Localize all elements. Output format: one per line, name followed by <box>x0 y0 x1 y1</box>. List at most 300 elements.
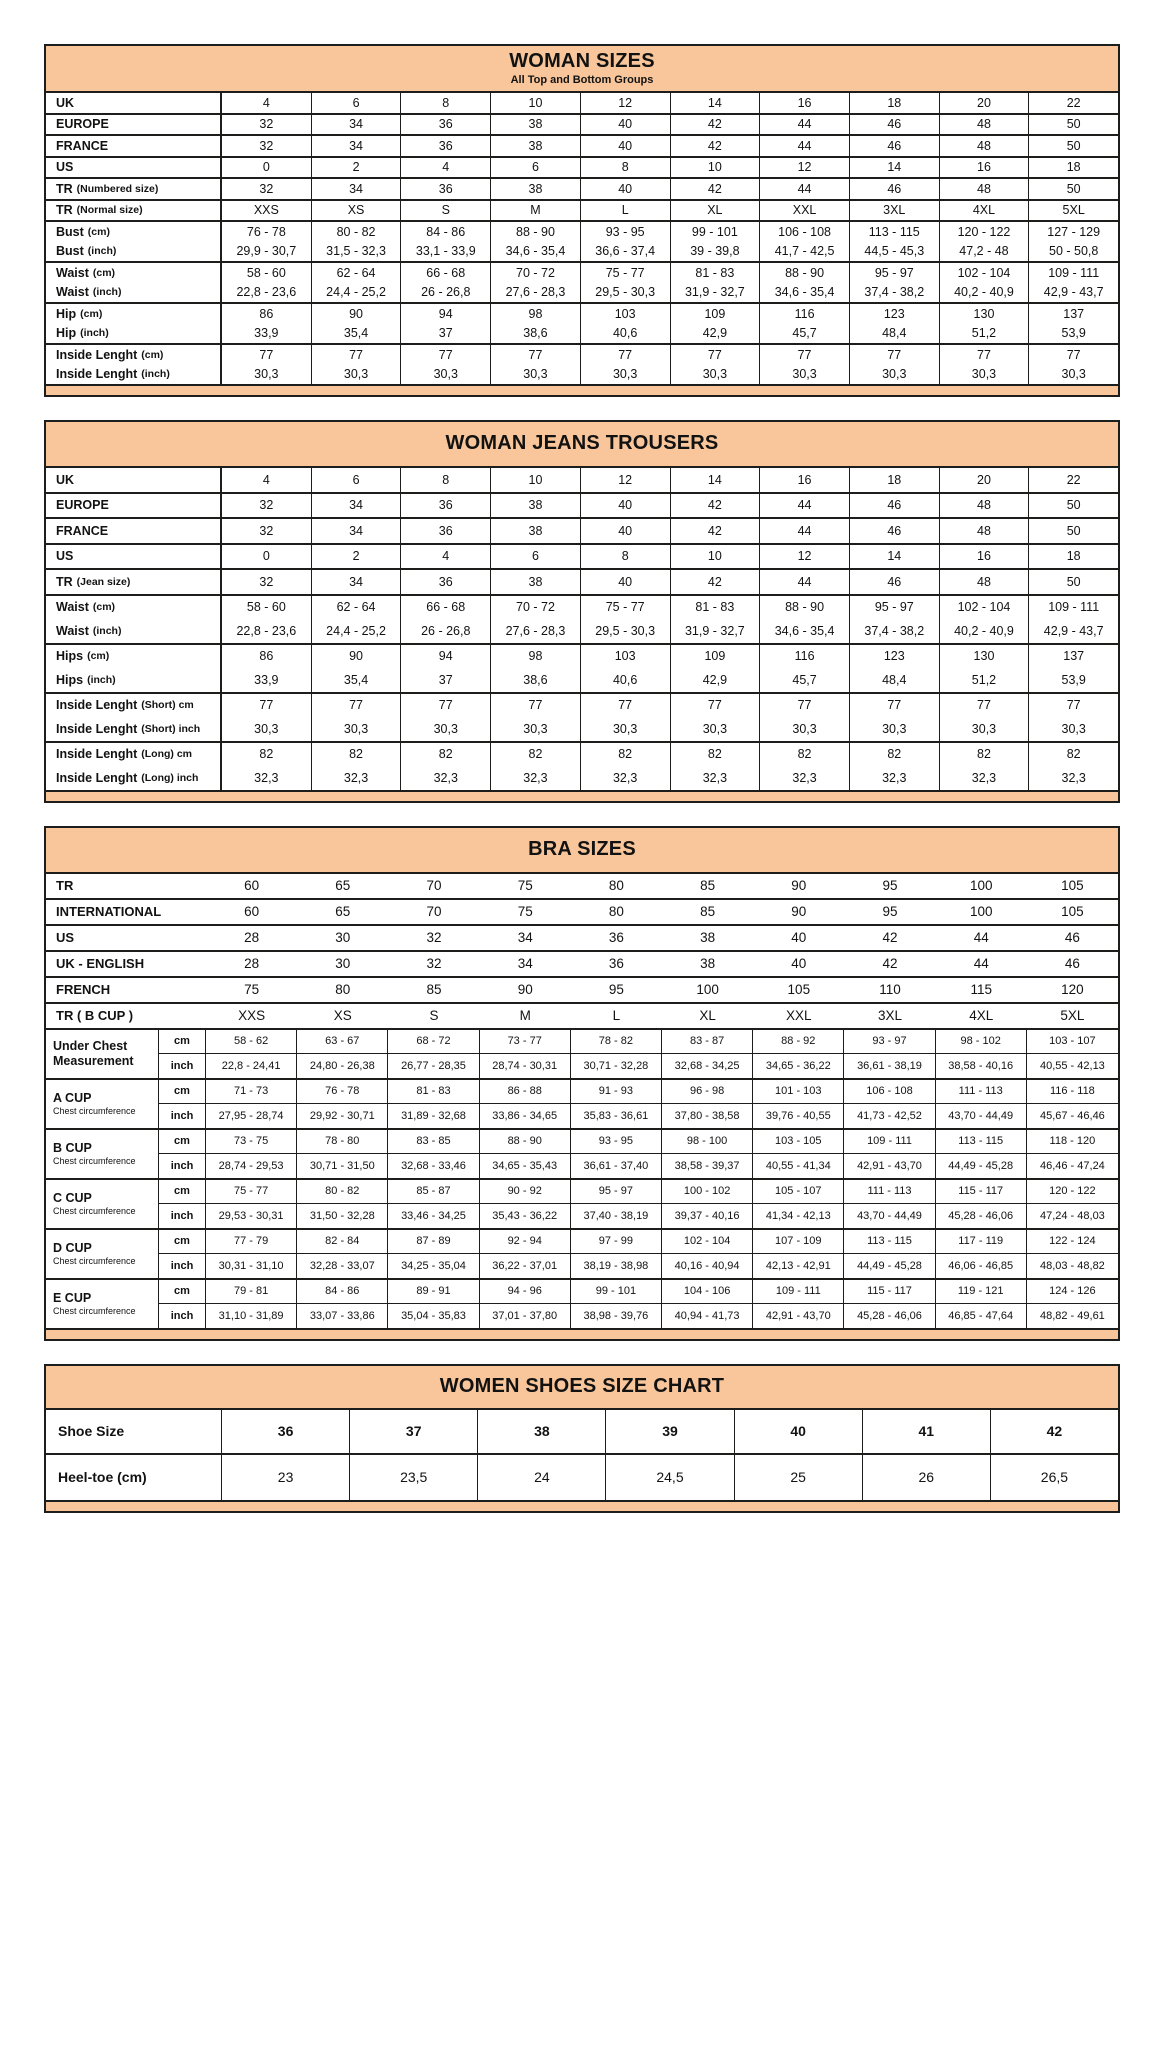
cell-value: 77 <box>940 694 1030 718</box>
cell-value: 82 <box>760 743 850 767</box>
cell-value: 32 <box>222 494 312 518</box>
cell-value: 93 - 95 <box>571 1130 662 1154</box>
cell-value: 40 <box>581 136 671 156</box>
cell-value: 48 <box>940 494 1030 518</box>
cell-value: 24 <box>478 1455 606 1500</box>
cell-value: 130 <box>940 645 1030 669</box>
table-row <box>46 668 1118 692</box>
cell-value: 12 <box>760 158 850 178</box>
cell-value: XS <box>312 201 402 221</box>
cell-value: 113 - 115 <box>936 1130 1027 1154</box>
cell-value: 94 - 96 <box>480 1280 571 1304</box>
row-label-text: EUROPE <box>56 117 109 132</box>
cell-value: 75 - 77 <box>206 1180 297 1204</box>
cell-value: 50 <box>1066 523 1081 538</box>
cell-value: 97 - 99 <box>571 1230 662 1254</box>
cell-value: 120 - 122 <box>940 222 1030 242</box>
cell-value: XXS <box>222 201 312 221</box>
cell-value: 123 <box>850 645 940 669</box>
cell-value: 82 - 84 <box>297 1230 388 1254</box>
cell-value: 34,6 - 35,4 <box>760 283 850 303</box>
row-label-text: EUROPE <box>56 498 109 513</box>
cell-value: 18 <box>850 468 940 492</box>
cell-value: 111 - 113 <box>844 1180 935 1204</box>
cell-value: 102 - 104 <box>940 596 1030 620</box>
cell-value: 42,9 <box>671 324 761 344</box>
cell-value: 37 <box>401 668 491 692</box>
cell-value: 34,25 - 35,04 <box>388 1254 479 1278</box>
cell-value: XXL <box>786 1008 812 1023</box>
cell-value: 130 <box>940 304 1030 324</box>
cell-value: 37,4 - 38,2 <box>850 283 940 303</box>
cell-value: 30,3 <box>581 717 671 741</box>
table-row <box>46 201 1118 221</box>
cell-value: 105 <box>1061 878 1084 893</box>
cell-value: 41,7 - 42,5 <box>760 242 850 262</box>
cell-value: 77 <box>581 694 671 718</box>
cell-value: 40 <box>791 956 807 971</box>
cell-value: 86 - 88 <box>480 1080 571 1104</box>
cell-value: 93 - 95 <box>581 222 671 242</box>
row-label <box>46 668 222 692</box>
cell-value: 29,5 - 30,3 <box>581 283 671 303</box>
cell-value: 32,3 <box>312 766 402 790</box>
cell-value: 75 - 77 <box>581 596 671 620</box>
row-label-text: Bust <box>56 244 84 259</box>
unit-label-cm: cm <box>159 1130 206 1154</box>
cell-value: 16 <box>940 158 1030 178</box>
cell-value: 36 <box>401 570 491 594</box>
cell-value: 5XL <box>1060 1008 1085 1023</box>
cell-value: 48 <box>940 179 1030 199</box>
cell-value: 36 <box>608 930 624 945</box>
row-label-note: (Long) cm <box>141 748 192 761</box>
table-row <box>46 468 1118 492</box>
cell-value: 4 <box>401 158 491 178</box>
cell-value: 30 <box>335 930 351 945</box>
cell-value: 98 <box>491 645 581 669</box>
bra-sizes-table <box>44 826 1120 1341</box>
table-subtitle: All Top and Bottom Groups <box>510 74 654 86</box>
cell-value: 40,6 <box>581 668 671 692</box>
row-label: TR ( B CUP ) <box>56 1008 134 1023</box>
cell-value: 37,80 - 38,58 <box>662 1104 753 1128</box>
cell-value: 58 - 60 <box>222 596 312 620</box>
row-label-text: Inside Lenght <box>56 698 138 713</box>
cup-name: D CUP <box>53 1240 92 1255</box>
cell-value: 33,46 - 34,25 <box>388 1204 479 1228</box>
unit-label-inch: inch <box>159 1304 206 1328</box>
cell-value: 71 - 73 <box>206 1080 297 1104</box>
cell-value: L <box>612 1008 621 1023</box>
cell-value: 82 <box>671 743 761 767</box>
woman-sizes-table <box>44 44 1120 397</box>
cell-value: 23,5 <box>350 1455 478 1500</box>
cell-value: 94 <box>401 304 491 324</box>
cell-value: 8 <box>401 93 491 113</box>
cell-value: 12 <box>760 545 850 569</box>
cell-value: 48,82 - 49,61 <box>1039 1309 1105 1322</box>
cell-value: 50 - 50,8 <box>1049 244 1099 259</box>
cell-value: 86 <box>222 304 312 324</box>
cell-value: 119 - 121 <box>936 1280 1027 1304</box>
row-label-text: Waist <box>56 623 89 638</box>
cup-subtitle: Chest circumference <box>53 1106 136 1117</box>
footer-strip <box>46 384 1118 395</box>
cell-value: 38 <box>491 179 581 199</box>
cell-value: 27,95 - 28,74 <box>206 1104 297 1128</box>
cell-value: 44,49 - 45,28 <box>936 1154 1027 1178</box>
cell-value: 77 <box>671 345 761 365</box>
cell-value: 98 - 102 <box>936 1030 1027 1054</box>
cell-value: 46 <box>850 494 940 518</box>
row-label <box>46 494 222 518</box>
row-label-text: Inside Lenght <box>56 721 138 736</box>
cell-value: 43,70 - 44,49 <box>936 1104 1027 1128</box>
cell-value: 38,19 - 38,98 <box>571 1254 662 1278</box>
cell-value: 116 <box>760 304 850 324</box>
cell-value: 90 <box>791 904 807 919</box>
row-label <box>46 619 222 643</box>
cell-value: 100 <box>696 982 719 997</box>
row-label-note: (Jean size) <box>76 575 131 588</box>
unit-label-inch: inch <box>159 1204 206 1228</box>
cell-value: 90 <box>517 982 533 997</box>
cell-value: 40,16 - 40,94 <box>662 1254 753 1278</box>
cell-value: 84 - 86 <box>401 222 491 242</box>
row-label-text: Inside Lenght <box>56 770 138 785</box>
cell-value: 30,3 <box>940 717 1030 741</box>
cell-value: 38,58 - 39,37 <box>662 1154 753 1178</box>
cell-value: 46,46 - 47,24 <box>1039 1159 1105 1172</box>
cell-value: 36 <box>401 519 491 543</box>
cell-value: 46 <box>1064 956 1080 971</box>
cell-value: 30,31 - 31,10 <box>206 1254 297 1278</box>
row-label-text: Inside Lenght <box>56 747 138 762</box>
cell-value: 103 - 105 <box>753 1130 844 1154</box>
cell-value: 40 <box>581 179 671 199</box>
cell-value: 44 <box>760 115 850 135</box>
cell-value: 48,4 <box>850 324 940 344</box>
row-group <box>46 468 1118 494</box>
cell-value: 30,3 <box>581 365 671 385</box>
cell-value: 115 - 117 <box>936 1180 1027 1204</box>
cell-value: 113 - 115 <box>844 1230 935 1254</box>
cell-value: 31,9 - 32,7 <box>671 283 761 303</box>
footer-strip <box>46 790 1118 801</box>
row-label-note: (inch) <box>87 673 116 686</box>
cell-value: 0 <box>222 158 312 178</box>
cell-value: 75 <box>517 878 533 893</box>
cell-value: 3XL <box>850 201 940 221</box>
cell-value: 76 - 78 <box>297 1080 388 1104</box>
row-group <box>46 222 1118 263</box>
cell-value: 4 <box>401 545 491 569</box>
row-label: UK - ENGLISH <box>56 956 145 971</box>
table-row <box>46 978 1118 1004</box>
cell-value: 44,49 - 45,28 <box>844 1254 935 1278</box>
cell-value: 109 - 111 <box>1048 600 1100 615</box>
cell-value: 105 <box>787 982 811 997</box>
cell-value: 34 <box>312 115 402 135</box>
cell-value: 36 <box>401 179 491 199</box>
row-label-note: (cm) <box>80 307 103 320</box>
cell-value: 36,6 - 37,4 <box>581 242 671 262</box>
table-title: BRA SIZES <box>528 837 636 860</box>
cell-value: 98 <box>491 304 581 324</box>
cell-value: 18 <box>1066 160 1081 175</box>
cell-value: 30,71 - 32,28 <box>571 1054 662 1078</box>
cell-value: M <box>491 201 581 221</box>
cell-value: 14 <box>850 545 940 569</box>
cell-value: 120 - 122 <box>1027 1180 1118 1204</box>
cell-value: 20 <box>940 93 1030 113</box>
cell-value: 42 <box>671 494 761 518</box>
cell-value: 31,10 - 31,89 <box>206 1304 297 1328</box>
cell-value: 109 - 111 <box>753 1280 844 1304</box>
cell-value: 37,01 - 37,80 <box>480 1304 571 1328</box>
cell-value: 77 <box>491 694 581 718</box>
row-label <box>46 283 222 303</box>
cell-value: 42 <box>882 930 898 945</box>
cell-value: 85 <box>426 982 442 997</box>
cell-value: 40,55 - 41,34 <box>753 1154 844 1178</box>
cell-value: 39 - 39,8 <box>671 242 761 262</box>
row-label-note: (inch) <box>92 286 122 299</box>
cell-value: 38 <box>700 930 716 945</box>
cell-value: 34,65 - 36,22 <box>753 1054 844 1078</box>
cell-value: 27,6 - 28,3 <box>491 619 581 643</box>
cell-value: 32 <box>426 956 442 971</box>
cell-value: 83 - 85 <box>388 1130 479 1154</box>
cup-subtitle: Chest circumference <box>53 1156 136 1167</box>
unit-label-inch: inch <box>159 1054 206 1078</box>
cell-value: 24,4 - 25,2 <box>312 619 402 643</box>
cell-value: 90 <box>312 645 402 669</box>
cell-value: 100 <box>969 904 993 919</box>
cell-value: 84 - 86 <box>297 1280 388 1304</box>
cell-value: 45,7 <box>760 668 850 692</box>
cell-value: 38 <box>491 494 581 518</box>
cup-name: B CUP <box>53 1140 92 1155</box>
cell-value: 35,04 - 35,83 <box>388 1304 479 1328</box>
cell-value: 80 <box>608 904 624 919</box>
cell-value: 103 - 107 <box>1027 1030 1118 1054</box>
cell-value: 94 <box>401 645 491 669</box>
cell-value: 31,50 - 32,28 <box>297 1204 388 1228</box>
cell-value: 40,6 <box>581 324 671 344</box>
cell-value: 53,9 <box>1061 326 1086 341</box>
cell-value: 44 <box>973 956 989 971</box>
row-group <box>46 263 1118 304</box>
cell-value: 40,94 - 41,73 <box>662 1304 753 1328</box>
cup-name: A CUP <box>53 1090 92 1105</box>
cell-value: 102 - 104 <box>940 263 1030 283</box>
cell-value: 73 - 75 <box>206 1130 297 1154</box>
cell-value: 88 - 90 <box>480 1130 571 1154</box>
cell-value: 102 - 104 <box>662 1230 753 1254</box>
table-row <box>46 179 1118 199</box>
row-group <box>46 645 1118 694</box>
row-label-text: Waist <box>56 285 89 300</box>
cell-value: 80 <box>335 982 351 997</box>
row-label-note: (cm) <box>87 650 110 663</box>
cell-value: 30,3 <box>222 717 312 741</box>
cell-value: 46 <box>850 179 940 199</box>
cell-value: 4XL <box>940 201 1030 221</box>
cell-value: 82 <box>312 743 402 767</box>
cell-value: 88 - 90 <box>760 263 850 283</box>
table-row <box>46 158 1118 178</box>
cell-value: 39 <box>606 1410 734 1453</box>
row-group <box>46 694 1118 743</box>
cell-value: 47,24 - 48,03 <box>1039 1209 1105 1222</box>
cell-value: 8 <box>581 545 671 569</box>
row-label <box>46 743 222 767</box>
table-title: WOMAN SIZES <box>509 50 655 72</box>
cell-value: 32 <box>222 179 312 199</box>
cell-value: 33,9 <box>222 668 312 692</box>
cell-value: 42 <box>1046 1423 1063 1439</box>
bra-measure-group <box>46 1180 1118 1230</box>
cell-value: 77 <box>1066 698 1081 713</box>
unit-label-inch: inch <box>159 1254 206 1278</box>
cell-value: 109 - 111 <box>844 1130 935 1154</box>
unit-label-cm: cm <box>159 1230 206 1254</box>
table-row <box>46 1410 1118 1455</box>
cell-value: 92 - 94 <box>480 1230 571 1254</box>
row-label-text: UK <box>56 95 75 110</box>
cell-value: 81 - 83 <box>671 596 761 620</box>
table-header-band <box>46 46 1118 93</box>
table-row <box>46 570 1118 594</box>
table-row <box>46 519 1118 543</box>
row-label <box>46 596 222 620</box>
cell-value: 60 <box>244 878 260 893</box>
cell-value: 46 <box>850 570 940 594</box>
cell-value: 22 <box>1066 95 1081 110</box>
table-body <box>46 1410 1118 1500</box>
cell-value: 38 <box>700 956 716 971</box>
cell-value: 91 - 93 <box>571 1080 662 1104</box>
cell-value: 6 <box>312 93 402 113</box>
cell-value: 44,5 - 45,3 <box>850 242 940 262</box>
footer-strip <box>46 1328 1118 1339</box>
cell-value: 36 <box>401 136 491 156</box>
cell-value: 44 <box>760 136 850 156</box>
cell-value: 32,68 - 33,46 <box>388 1154 479 1178</box>
cell-value: 111 - 113 <box>936 1080 1027 1104</box>
cell-value: 68 - 72 <box>388 1030 479 1054</box>
cell-value: 14 <box>850 158 940 178</box>
cell-value: 30,3 <box>671 717 761 741</box>
row-label-note: (Normal size) <box>76 204 143 217</box>
row-label <box>46 1230 159 1278</box>
cell-value: 77 <box>671 694 761 718</box>
cell-value: 117 - 119 <box>936 1230 1027 1254</box>
cell-value: 48,4 <box>850 668 940 692</box>
cell-value: 30,3 <box>850 717 940 741</box>
cell-value: 23 <box>222 1455 350 1500</box>
row-label-text: TR <box>56 203 73 218</box>
cell-value: 80 - 82 <box>312 222 402 242</box>
row-label <box>46 570 222 594</box>
cell-value: 38 <box>478 1410 606 1453</box>
cell-value: XL <box>671 201 761 221</box>
cell-value: 85 <box>700 904 716 919</box>
table-body <box>46 93 1118 384</box>
cell-value: 29,5 - 30,3 <box>581 619 671 643</box>
cell-value: 88 - 90 <box>491 222 581 242</box>
cell-value: 48 <box>940 570 1030 594</box>
cell-value: 115 - 117 <box>844 1280 935 1304</box>
table-row <box>46 136 1118 156</box>
cell-value: 38 <box>491 519 581 543</box>
cell-value: 18 <box>1066 549 1081 564</box>
cell-value: 82 <box>1066 747 1081 762</box>
row-label-note: (inch) <box>87 245 117 258</box>
cell-value: 38,6 <box>491 668 581 692</box>
cup-subtitle: Chest circumference <box>53 1206 136 1217</box>
table-row <box>46 743 1118 767</box>
unit-label-inch: inch <box>159 1104 206 1128</box>
cell-value: 95 <box>882 878 898 893</box>
table-header-band <box>46 422 1118 468</box>
cell-value: 34 <box>312 179 402 199</box>
row-group <box>46 494 1118 520</box>
cell-value: 77 <box>222 694 312 718</box>
row-label-note: (inch) <box>141 368 170 381</box>
cell-value: XS <box>333 1008 352 1023</box>
cell-value: 46 <box>850 136 940 156</box>
cell-value: 45,7 <box>760 324 850 344</box>
cell-value: 77 - 79 <box>206 1230 297 1254</box>
table-row <box>46 926 1118 952</box>
cell-value: 42 <box>671 115 761 135</box>
cell-value: 30,3 <box>671 365 761 385</box>
cell-value: 40 <box>581 570 671 594</box>
cell-value: 118 - 120 <box>1027 1130 1118 1154</box>
cell-value: 40,2 - 40,9 <box>940 619 1030 643</box>
cell-value: 38 <box>491 570 581 594</box>
cell-value: 32,3 <box>760 766 850 790</box>
cell-value: 65 <box>335 878 351 893</box>
cell-value: 30,3 <box>401 365 491 385</box>
row-label-text: Waist <box>56 600 89 615</box>
cell-value: 106 - 108 <box>760 222 850 242</box>
cell-value: 51,2 <box>940 668 1030 692</box>
row-label <box>46 645 222 669</box>
cell-value: 39,37 - 40,16 <box>662 1204 753 1228</box>
row-label <box>46 201 222 221</box>
women-shoes-table <box>44 1364 1120 1513</box>
cell-value: 32,3 <box>401 766 491 790</box>
cell-value: 14 <box>671 93 761 113</box>
cell-value: 50 <box>1066 117 1081 132</box>
cell-value: 30,3 <box>312 717 402 741</box>
row-label <box>46 519 222 543</box>
cell-value: 44 <box>760 519 850 543</box>
cell-value: 32,3 <box>850 766 940 790</box>
row-group <box>46 570 1118 596</box>
cell-value: 77 <box>401 694 491 718</box>
cell-value: 110 <box>879 982 901 997</box>
row-label <box>46 468 222 492</box>
cell-value: 3XL <box>878 1008 903 1023</box>
cell-value: 10 <box>671 158 761 178</box>
cell-value: 100 <box>969 878 993 893</box>
row-label <box>46 1180 159 1228</box>
